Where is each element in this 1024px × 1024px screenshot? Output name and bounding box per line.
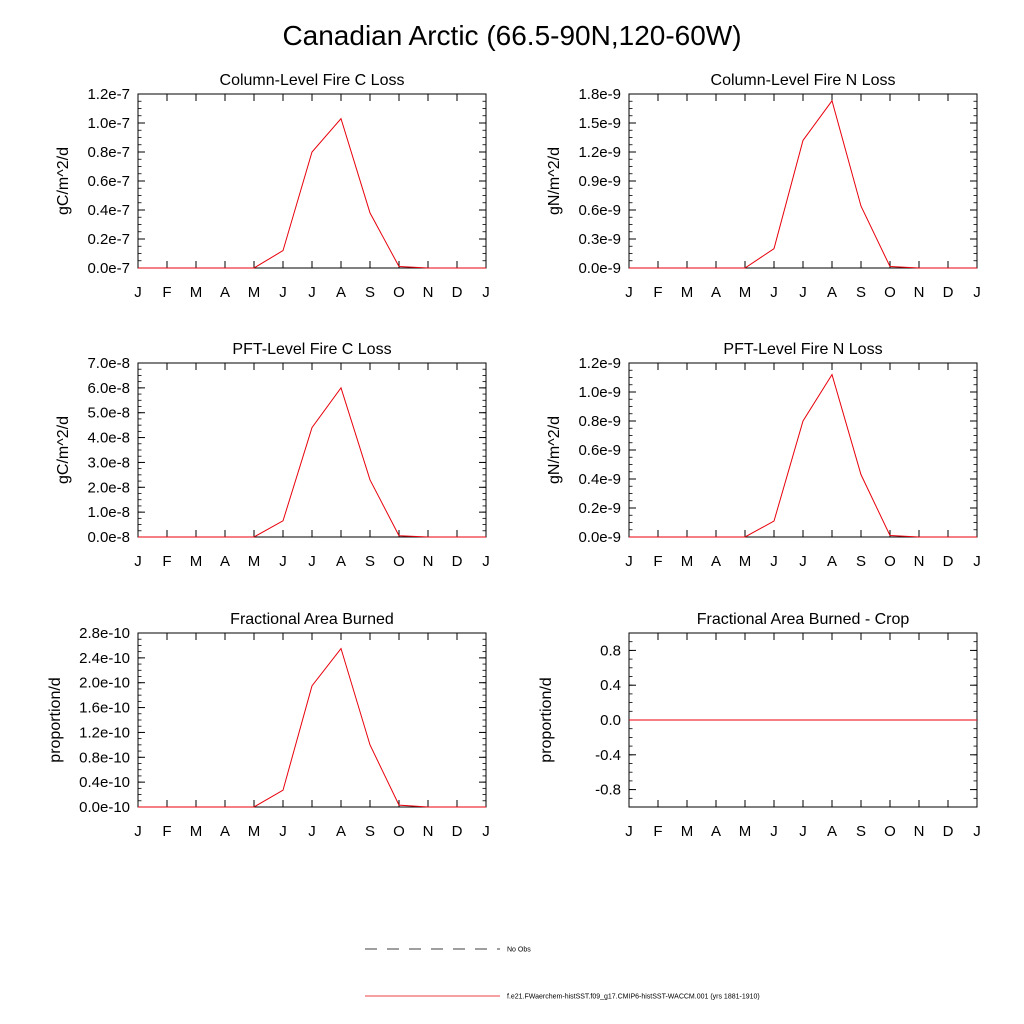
x-tick-label: J	[973, 284, 981, 301]
x-tick-label: S	[855, 284, 867, 301]
x-tick-label: O	[884, 823, 896, 840]
y-tick-label: 6.0e-8	[87, 379, 130, 397]
y-axis-label: gC/m^2/d	[55, 147, 72, 215]
y-tick-label: 1.2e-9	[578, 144, 621, 161]
x-tick-label: F	[162, 284, 172, 301]
x-tick-label: N	[913, 553, 925, 570]
x-tick-label: D	[451, 823, 463, 840]
x-tick-label: J	[625, 823, 633, 840]
x-tick-label: D	[451, 553, 463, 570]
x-tick-label: M	[247, 553, 261, 570]
x-tick-label: O	[884, 553, 896, 570]
x-tick-label: O	[393, 284, 405, 301]
x-tick-label: M	[680, 553, 694, 570]
y-tick-label: 0.2e-7	[87, 231, 130, 248]
panel-title: Fractional Area Burned - Crop	[696, 611, 910, 628]
y-tick-label: 3.0e-8	[87, 454, 130, 472]
x-tick-label: A	[219, 553, 231, 570]
x-tick-label: J	[799, 284, 807, 301]
y-tick-label: 0.4e-9	[578, 471, 621, 488]
panel-title: PFT-Level Fire N Loss	[723, 341, 883, 358]
panel-4	[546, 341, 981, 570]
x-tick-label: A	[710, 823, 722, 840]
panel-6	[538, 611, 981, 840]
legend-label-model: f.e21.FWaerchem-histSST.f09_g17.CMIP6-histSST-WACCM.001 (yrs 1881-1910)	[507, 993, 760, 1001]
x-tick-label: M	[738, 553, 752, 570]
x-tick-label: S	[855, 553, 867, 570]
y-axis-label: gN/m^2/d	[546, 147, 563, 215]
plot-frame	[138, 633, 486, 807]
y-tick-label: 0.0e-9	[578, 260, 621, 277]
y-tick-label: 1.0e-8	[87, 504, 130, 522]
x-tick-label: D	[942, 284, 954, 301]
y-tick-label: 0.8	[600, 642, 621, 660]
y-tick-label: -0.8	[595, 781, 621, 799]
x-tick-label: J	[770, 553, 778, 570]
y-tick-label: 1.2e-9	[578, 355, 621, 372]
x-tick-label: N	[422, 553, 434, 570]
x-tick-label: N	[422, 284, 434, 301]
series-line-model	[138, 388, 486, 537]
x-tick-label: A	[219, 823, 231, 840]
x-tick-label: F	[162, 823, 172, 840]
plot-frame	[138, 363, 486, 537]
y-tick-label: 2.0e-10	[79, 674, 130, 692]
y-tick-label: 1.0e-7	[87, 115, 130, 132]
x-tick-label: M	[738, 284, 752, 301]
legend-label-no-obs: No Obs	[507, 946, 531, 954]
x-tick-label: M	[189, 823, 203, 840]
y-tick-label: 1.8e-9	[578, 86, 621, 103]
x-tick-label: F	[653, 553, 663, 570]
series-line-model	[138, 119, 486, 268]
y-tick-label: 1.2e-7	[87, 86, 130, 103]
y-tick-label: 0.4e-7	[87, 202, 130, 219]
panel-title: Fractional Area Burned	[230, 611, 394, 628]
panel-1	[55, 72, 490, 301]
y-tick-label: 0.6e-9	[578, 202, 621, 219]
y-tick-label: 0.3e-9	[578, 231, 621, 248]
y-tick-label: 0.0	[600, 712, 621, 729]
x-tick-label: M	[247, 284, 261, 301]
x-tick-label: D	[942, 553, 954, 570]
x-tick-label: J	[625, 284, 633, 301]
x-tick-label: J	[799, 553, 807, 570]
x-tick-label: A	[826, 284, 838, 301]
x-tick-label: J	[482, 553, 490, 570]
x-tick-label: A	[335, 284, 347, 301]
series-line-model	[629, 375, 977, 537]
y-tick-label: 0.0e-7	[87, 260, 130, 277]
x-tick-label: N	[422, 823, 434, 840]
panel-title: Column-Level Fire N Loss	[710, 72, 896, 89]
panel-title: PFT-Level Fire C Loss	[232, 341, 392, 358]
x-tick-label: M	[189, 553, 203, 570]
x-tick-label: O	[393, 823, 405, 840]
x-tick-label: J	[770, 284, 778, 301]
y-tick-label: 0.4	[600, 677, 621, 695]
x-tick-label: M	[738, 823, 752, 840]
x-tick-label: J	[279, 823, 287, 840]
y-tick-label: 5.0e-8	[87, 404, 130, 422]
x-tick-label: J	[134, 823, 142, 840]
y-tick-label: 0.8e-9	[578, 413, 621, 430]
x-tick-label: A	[710, 553, 722, 570]
x-tick-label: A	[826, 823, 838, 840]
y-tick-label: 0.6e-7	[87, 173, 130, 190]
panel-title: Column-Level Fire C Loss	[219, 72, 405, 89]
x-tick-label: J	[799, 823, 807, 840]
plot-frame	[629, 94, 977, 268]
y-tick-label: 0.9e-9	[578, 173, 621, 190]
plot-frame	[138, 94, 486, 268]
x-tick-label: D	[942, 823, 954, 840]
y-axis-label: gC/m^2/d	[55, 416, 72, 484]
plot-frame	[629, 363, 977, 537]
x-tick-label: J	[770, 823, 778, 840]
series-line-model	[138, 649, 486, 807]
x-tick-label: S	[364, 823, 376, 840]
y-tick-label: 1.0e-9	[578, 384, 621, 401]
x-tick-label: J	[279, 284, 287, 301]
x-tick-label: J	[973, 823, 981, 840]
y-tick-label: 1.6e-10	[79, 699, 130, 717]
x-tick-label: J	[279, 553, 287, 570]
x-tick-label: J	[625, 553, 633, 570]
x-tick-label: J	[134, 284, 142, 301]
x-tick-label: A	[335, 553, 347, 570]
y-axis-label: gN/m^2/d	[546, 416, 563, 484]
x-tick-label: N	[913, 823, 925, 840]
panel-2	[546, 72, 981, 301]
x-tick-label: A	[335, 823, 347, 840]
x-tick-label: D	[451, 284, 463, 301]
x-tick-label: A	[826, 553, 838, 570]
x-tick-label: J	[973, 553, 981, 570]
y-tick-label: 0.0e-10	[79, 799, 130, 816]
panel-5	[47, 611, 490, 840]
y-tick-label: 2.8e-10	[79, 625, 130, 642]
y-tick-label: 0.2e-9	[578, 500, 621, 517]
x-tick-label: J	[482, 284, 490, 301]
y-tick-label: 0.4e-10	[79, 774, 130, 792]
x-tick-label: J	[482, 823, 490, 840]
y-axis-label: proportion/d	[47, 677, 64, 763]
x-tick-label: N	[913, 284, 925, 301]
y-tick-label: 1.5e-9	[578, 115, 621, 132]
x-tick-label: J	[308, 823, 316, 840]
y-tick-label: 0.6e-9	[578, 442, 621, 459]
y-tick-label: 0.8e-7	[87, 144, 130, 161]
figure-title: Canadian Arctic (66.5-90N,120-60W)	[282, 20, 742, 51]
y-tick-label: 2.4e-10	[79, 649, 130, 667]
x-tick-label: J	[308, 284, 316, 301]
x-tick-label: S	[364, 553, 376, 570]
x-tick-label: A	[710, 284, 722, 301]
x-tick-label: S	[855, 823, 867, 840]
x-tick-label: M	[247, 823, 261, 840]
legend	[365, 947, 760, 1001]
y-tick-label: 0.0e-8	[87, 529, 130, 546]
x-tick-label: J	[134, 553, 142, 570]
panels-group	[47, 72, 981, 840]
y-tick-label: 1.2e-10	[79, 724, 130, 742]
x-tick-label: F	[162, 553, 172, 570]
x-tick-label: S	[364, 284, 376, 301]
series-line-model	[629, 101, 977, 268]
x-tick-label: O	[393, 553, 405, 570]
x-tick-label: M	[680, 823, 694, 840]
x-tick-label: O	[884, 284, 896, 301]
y-axis-label: proportion/d	[538, 677, 555, 763]
x-tick-label: M	[189, 284, 203, 301]
x-tick-label: J	[308, 553, 316, 570]
x-tick-label: A	[219, 284, 231, 301]
y-tick-label: 2.0e-8	[87, 479, 130, 497]
y-tick-label: -0.4	[595, 746, 621, 764]
y-tick-label: 0.8e-10	[79, 749, 130, 767]
x-tick-label: M	[680, 284, 694, 301]
y-tick-label: 0.0e-9	[578, 529, 621, 546]
x-tick-label: F	[653, 284, 663, 301]
x-tick-label: F	[653, 823, 663, 840]
panel-3	[55, 341, 490, 570]
y-tick-label: 4.0e-8	[87, 429, 130, 447]
y-tick-label: 7.0e-8	[87, 355, 130, 372]
